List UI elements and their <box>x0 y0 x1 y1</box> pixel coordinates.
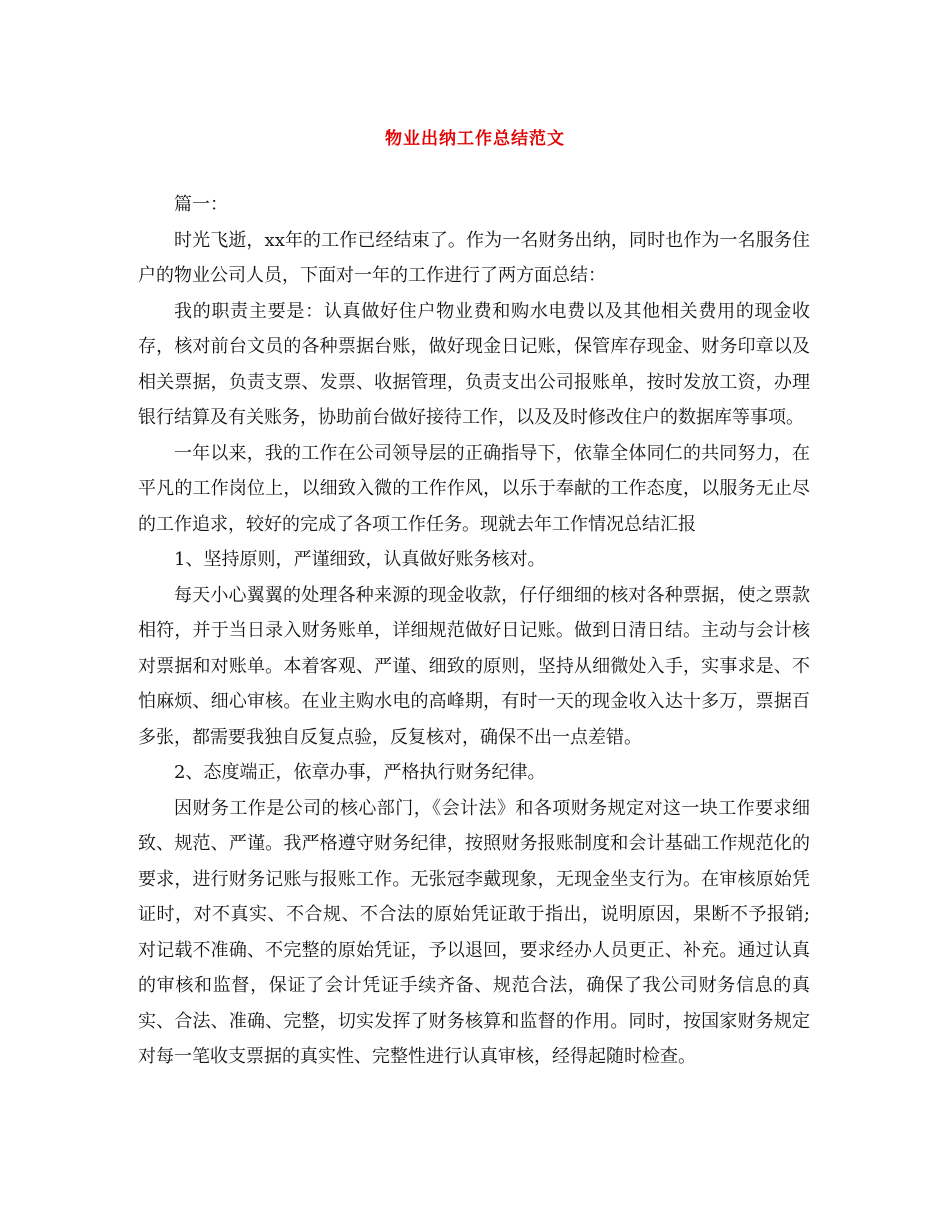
paragraph: 每天小心翼翼的处理各种来源的现金收款，仔仔细细的核对各种票据，使之票款相符，并于当日录入财务账单，详细规范做好日记账。做到日清日结。主动与会计核对票据和对账单。本着客观、严谨、细致的原则，坚持从细微处入手，实事求是、不怕麻烦、细心审核。在业主购水电的高峰期，有时一天的现金收入达十多万，票据百多张，都需要我独自反复点验，反复核对，确保不出一点差错。 <box>138 584 810 748</box>
document-body <box>138 187 810 1075</box>
paragraph: 因财务工作是公司的核心部门，《会计法》和各项财务规定对这一块工作要求细致、规范、严谨。我严格遵守财务纪律，按照财务报账制度和会计基础工作规范化的要求，进行财务记账与报账工作。无张冠李戴现象，无现金坐支行为。在审核原始凭证时，对不真实、不合规、不合法的原始凭证敢于指出，说明原因，果断不予报销;对记载不准确、不完整的原始凭证，予以退回，要求经办人员更正、补充。通过认真的审核和监督，保证了会计凭证手续齐备、规范合法，确保了我公司财务信息的真实、合法、准确、完整，切实发挥了财务核算和监督的作用。同时，按国家财务规定对每一笔收支票据的真实性、完整性进行认真审核，经得起随时检查。 <box>138 797 810 1067</box>
paragraph: 时光飞逝，xx年的工作已经结束了。作为一名财务出纳，同时也作为一名服务住户的物业公司人员，下面对一年的工作进行了两方面总结： <box>138 229 810 286</box>
section-heading: 篇一： <box>174 194 228 215</box>
numbered-heading: 2、态度端正，依章办事，严格执行财务纪律。 <box>174 762 546 783</box>
paragraph: 一年以来，我的工作在公司领导层的正确指导下，依靠全体同仁的共同努力，在平凡的工作岗位上，以细致入微的工作作风，以乐于奉献的工作态度，以服务无止尽的工作追求，较好的完成了各项工作任务。现就去年工作情况总结汇报 <box>138 442 810 535</box>
document-title: 物业出纳工作总结范文 <box>385 129 565 149</box>
numbered-heading: 1、坚持原则，严谨细致，认真做好账务核对。 <box>174 549 546 570</box>
paragraph: 我的职责主要是：认真做好住户物业费和购水电费以及其他相关费用的现金收存，核对前台文员的各种票据台账，做好现金日记账，保管库存现金、财务印章以及相关票据，负责支票、发票、收据管理，负责支出公司报账单，按时发放工资，办理银行结算及有关账务，协助前台做好接待工作，以及及时修改住户的数据库等事项。 <box>138 300 810 428</box>
